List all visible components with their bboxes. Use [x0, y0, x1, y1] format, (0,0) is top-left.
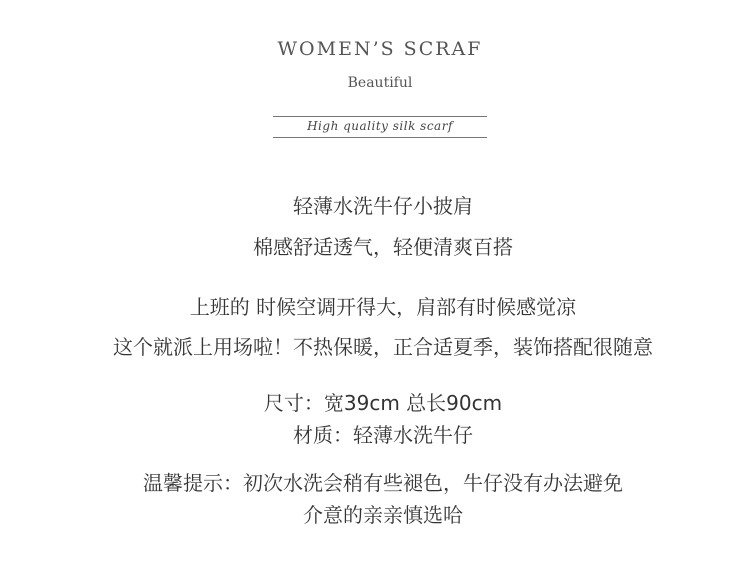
tagline: High quality silk scarf: [307, 119, 453, 133]
brand-subtitle: Beautiful: [347, 75, 413, 91]
tagline-divider-bottom: [273, 137, 487, 138]
brand-title: WOMEN’S SCRAF: [277, 38, 483, 60]
usage-line-1: 上班的 时候空调开得大，肩部有时候感觉凉: [189, 295, 577, 319]
spec-material: 材质：轻薄水洗牛仔: [293, 423, 473, 447]
intro-line-2: 棉感舒适透气，轻便清爽百搭: [253, 235, 513, 259]
usage-line-2: 这个就派上用场啦！不热保暖，正合适夏季，装饰搭配很随意: [113, 335, 653, 359]
product-header: [0, 0, 750, 150]
notice-line-1: 温馨提示：初次水洗会稍有些褪色，牛仔没有办法避免: [143, 471, 623, 495]
spec-size: 尺寸：宽39cm 总长90cm: [263, 391, 503, 415]
intro-line-1: 轻薄水洗牛仔小披肩: [293, 194, 473, 218]
tagline-divider-top: [273, 116, 487, 117]
notice-line-2: 介意的亲亲慎选哈: [303, 503, 463, 527]
